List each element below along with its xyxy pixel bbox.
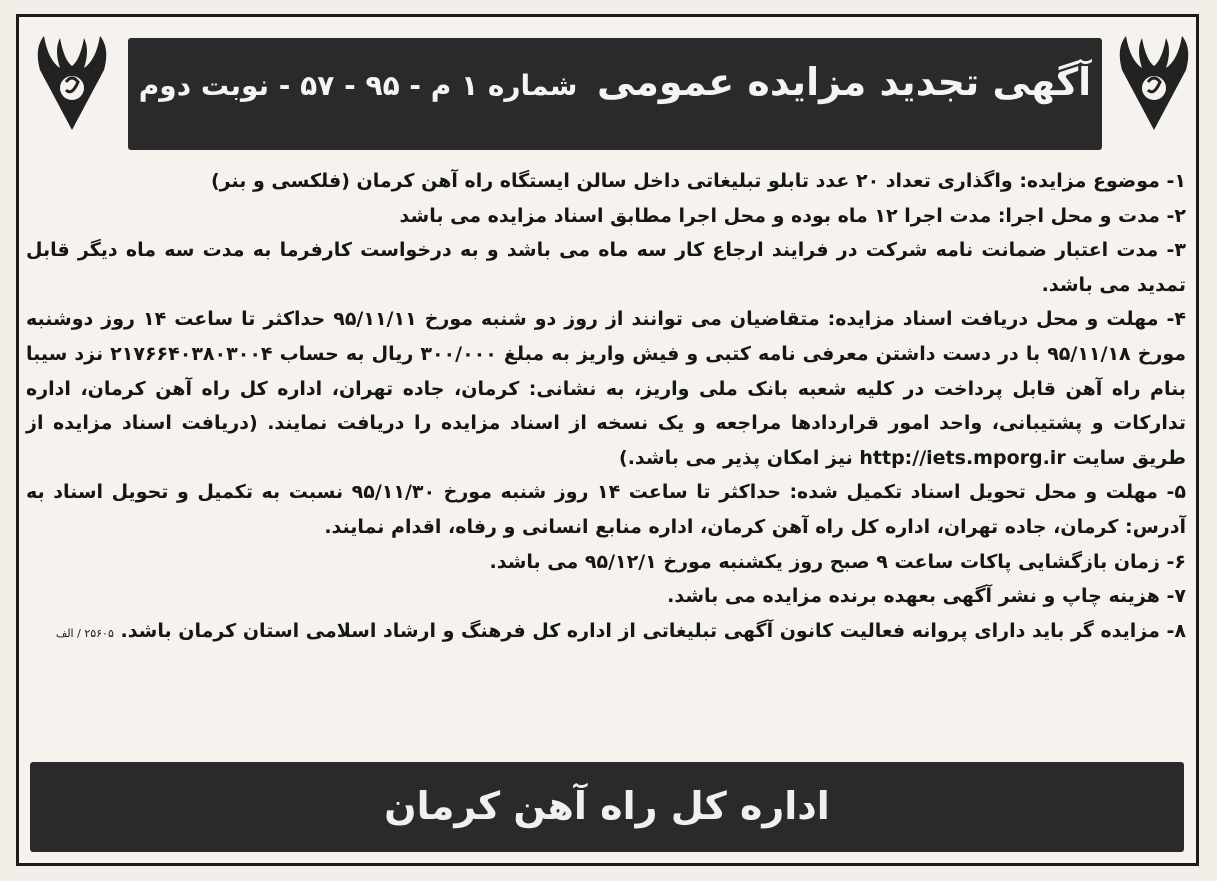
ad-code: ۲۵۶۰۵ / الف <box>55 626 114 640</box>
ad-body <box>26 164 1186 651</box>
clause-8 <box>26 614 1186 652</box>
footer-banner <box>30 762 1184 852</box>
organization-name: اداره کل راه آهن کرمان <box>384 784 830 828</box>
clause-3: ۳- مدت اعتبار ضمانت نامه شرکت در فرایند ارجاع کار سه ماه می باشد و به درخواست کارفرما به مدت سه ماه دیگر قابل تمدید می باشد. <box>26 239 1186 296</box>
clause-1: ۱- موضوع مزایده: واگذاری تعداد ۲۰ عدد تابلو تبلیغاتی داخل سالن ایستگاه راه آهن کرمان (فلکسی و بنر) <box>210 170 1186 192</box>
website-link[interactable]: http://iets.mporg.ir <box>859 446 1066 469</box>
clause-8-text: ۸- مزایده گر باید دارای پروانه فعالیت کانون آگهی تبلیغاتی از اداره کل فرهنگ و ارشاد اسلامی استان کرمان باشد. <box>120 619 1186 642</box>
clause-6: ۶- زمان بازگشایی پاکات ساعت ۹ صبح روز یکشنبه مورخ ۹۵/۱۲/۱ می باشد. <box>489 550 1186 573</box>
winged-railway-emblem-icon <box>1112 30 1196 140</box>
title-banner <box>128 38 1102 150</box>
clause-4-tail: نیز امکان پذیر می باشد.) <box>619 446 853 469</box>
clause-7: ۷- هزینه چاپ و نشر آگهی بعهده برنده مزایده می باشد. <box>667 585 1186 608</box>
page-title <box>128 60 1102 104</box>
winged-railway-emblem-icon <box>30 30 114 140</box>
ad-title: آگهی تجدید مزایده عمومی <box>596 60 1092 104</box>
clause-4-text: ۴- مهلت و محل دریافت اسناد مزایده: متقاضیان می توانند از روز دو شنبه مورخ ۹۵/۱۱/۱۱ حداکثر تا ساعت ۱۴ روز دوشنبه مورخ ۹۵/۱۱/۱۸ با در دست داشتن معرفی نامه کتبی و فیش واریز به مبلغ ۳۰۰/۰۰۰ ریال به حساب ۲۱۷۶۶۴۰۳۸۰۳۰۰۴ نزد سیبا بنام راه آهن قابل پرداخت در کلیه شعبه بانک ملی واریز، به نشانی: کرمان، جاده تهران، اداره کل راه آهن کرمان، اداره تدارکات و پشتیبانی، واحد امور قراردادها مراجعه و یک نسخه از اسناد مزایده را دریافت نمایند. (دریافت اسناد مزایده از طریق سایت <box>26 308 1187 469</box>
ad-number: شماره ۱ م - ۹۵ - ۵۷ - نوبت دوم <box>138 69 578 102</box>
clause-4 <box>26 302 1186 475</box>
clause-2: ۲- مدت و محل اجرا: مدت اجرا ۱۲ ماه بوده و محل اجرا مطابق اسناد مزایده می باشد <box>399 204 1186 227</box>
clause-5: ۵- مهلت و محل تحویل اسناد تکمیل شده: حداکثر تا ساعت ۱۴ روز شنبه مورخ ۹۵/۱۱/۳۰ نسبت به تکمیل و تحویل اسناد به آدرس: کرمان، جاده تهران، اداره کل راه آهن کرمان، اداره منابع انسانی و رفاه، اقدام نمایند. <box>26 481 1186 538</box>
